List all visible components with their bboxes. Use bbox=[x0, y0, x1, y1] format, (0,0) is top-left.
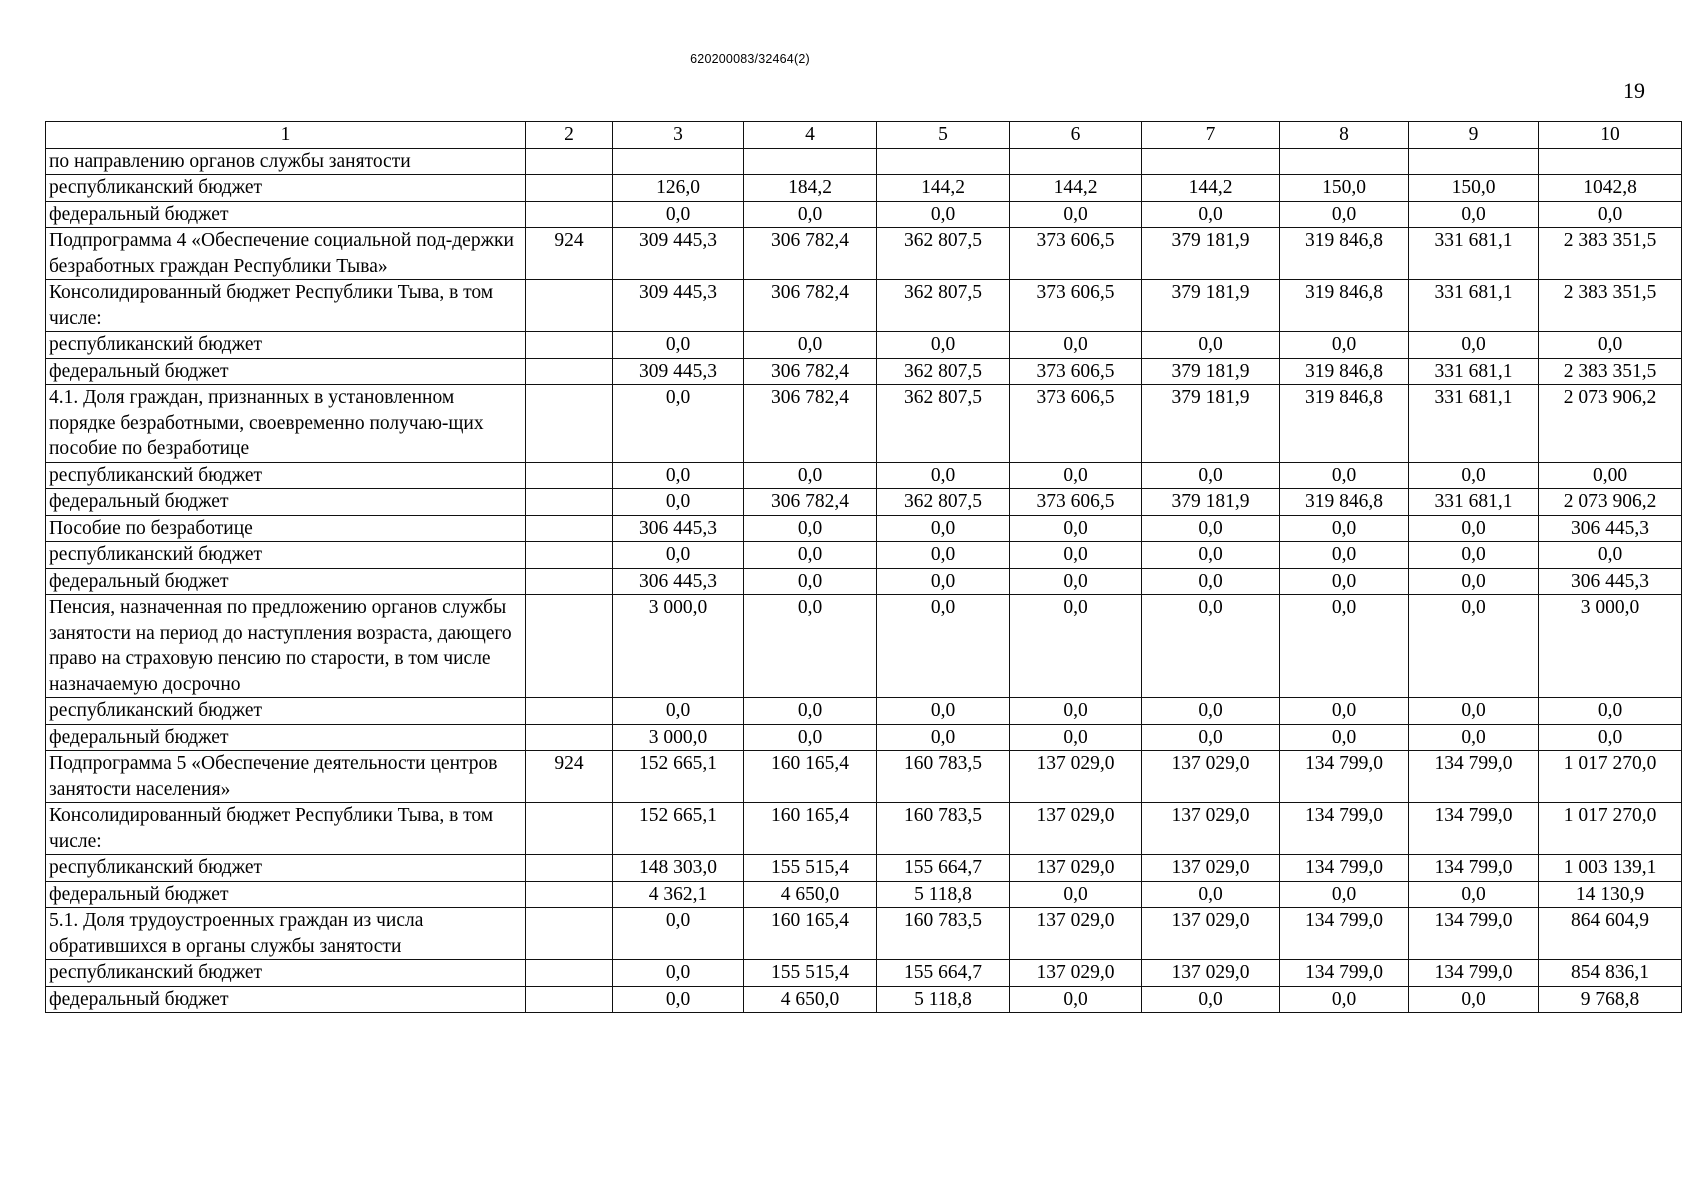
column-number-header: 2 bbox=[526, 122, 613, 149]
year-value-cell: 144,2 bbox=[1010, 175, 1142, 202]
row-label: республиканский бюджет bbox=[46, 462, 526, 489]
year-value-cell: 0,0 bbox=[1280, 724, 1409, 751]
total-value-cell: 1 017 270,0 bbox=[1539, 751, 1682, 803]
table-row bbox=[46, 332, 1682, 359]
column-number-header: 9 bbox=[1409, 122, 1539, 149]
year-value-cell: 0,0 bbox=[1010, 568, 1142, 595]
year-value-cell: 331 681,1 bbox=[1409, 280, 1539, 332]
year-value-cell: 0,0 bbox=[877, 542, 1010, 569]
year-value-cell: 0,0 bbox=[1409, 542, 1539, 569]
year-value-cell: 319 846,8 bbox=[1280, 385, 1409, 463]
year-value-cell: 0,0 bbox=[1280, 462, 1409, 489]
year-value-cell: 0,0 bbox=[744, 201, 877, 228]
year-value-cell: 373 606,5 bbox=[1010, 280, 1142, 332]
year-value-cell: 155 515,4 bbox=[744, 960, 877, 987]
column-number-header: 3 bbox=[613, 122, 744, 149]
year-value-cell: 137 029,0 bbox=[1010, 908, 1142, 960]
year-value-cell: 379 181,9 bbox=[1142, 280, 1280, 332]
year-value-cell: 144,2 bbox=[877, 175, 1010, 202]
year-value-cell: 137 029,0 bbox=[1010, 803, 1142, 855]
row-label: Пенсия, назначенная по предложению органов службы занятости на период до наступления возраста, дающего право на страховую пенсию по старости, в том числе назначаемую досрочно bbox=[46, 595, 526, 698]
year-value-cell: 0,0 bbox=[1409, 698, 1539, 725]
year-value-cell: 0,0 bbox=[1142, 595, 1280, 698]
year-value-cell: 362 807,5 bbox=[877, 228, 1010, 280]
year-value-cell: 0,0 bbox=[1409, 595, 1539, 698]
year-value-cell: 0,0 bbox=[1280, 542, 1409, 569]
year-value-cell: 0,0 bbox=[1409, 332, 1539, 359]
year-value-cell: 319 846,8 bbox=[1280, 489, 1409, 516]
year-value-cell: 0,0 bbox=[1010, 986, 1142, 1013]
row-code bbox=[526, 175, 613, 202]
table-body bbox=[46, 148, 1682, 1013]
total-value-cell: 2 073 906,2 bbox=[1539, 385, 1682, 463]
year-value-cell: 0,0 bbox=[744, 332, 877, 359]
year-value-cell: 0,0 bbox=[1010, 462, 1142, 489]
year-value-cell: 137 029,0 bbox=[1010, 855, 1142, 882]
table-row bbox=[46, 228, 1682, 280]
total-value-cell: 2 383 351,5 bbox=[1539, 358, 1682, 385]
table-row bbox=[46, 751, 1682, 803]
table-row bbox=[46, 855, 1682, 882]
table-row bbox=[46, 881, 1682, 908]
year-value-cell: 160 165,4 bbox=[744, 908, 877, 960]
year-value-cell: 0,0 bbox=[877, 462, 1010, 489]
year-value-cell: 0,0 bbox=[1409, 201, 1539, 228]
year-value-cell: 0,0 bbox=[1142, 881, 1280, 908]
year-value-cell: 0,0 bbox=[1142, 568, 1280, 595]
year-value-cell: 0,0 bbox=[1280, 986, 1409, 1013]
year-value-cell: 0,0 bbox=[613, 332, 744, 359]
year-value-cell: 306 782,4 bbox=[744, 228, 877, 280]
total-value-cell: 306 445,3 bbox=[1539, 515, 1682, 542]
total-value-cell: 0,0 bbox=[1539, 332, 1682, 359]
table-row bbox=[46, 568, 1682, 595]
year-value-cell: 134 799,0 bbox=[1409, 908, 1539, 960]
year-value-cell: 373 606,5 bbox=[1010, 489, 1142, 516]
table-row bbox=[46, 280, 1682, 332]
year-value-cell: 0,0 bbox=[1409, 515, 1539, 542]
column-number-header: 1 bbox=[46, 122, 526, 149]
row-code bbox=[526, 515, 613, 542]
row-label: республиканский бюджет bbox=[46, 175, 526, 202]
year-value-cell: 309 445,3 bbox=[613, 280, 744, 332]
table-row bbox=[46, 148, 1682, 175]
year-value-cell: 0,0 bbox=[1010, 332, 1142, 359]
row-label: федеральный бюджет bbox=[46, 358, 526, 385]
year-value-cell: 134 799,0 bbox=[1280, 803, 1409, 855]
year-value-cell: 319 846,8 bbox=[1280, 358, 1409, 385]
year-value-cell: 155 664,7 bbox=[877, 960, 1010, 987]
row-label: Консолидированный бюджет Республики Тыва, в том числе: bbox=[46, 803, 526, 855]
year-value-cell: 362 807,5 bbox=[877, 385, 1010, 463]
total-value-cell: 14 130,9 bbox=[1539, 881, 1682, 908]
total-value-cell: 2 383 351,5 bbox=[1539, 228, 1682, 280]
year-value-cell: 0,0 bbox=[613, 960, 744, 987]
year-value-cell: 134 799,0 bbox=[1280, 855, 1409, 882]
document-registration-code: 620200083/32464(2) bbox=[690, 52, 810, 66]
year-value-cell: 160 783,5 bbox=[877, 803, 1010, 855]
year-value-cell: 134 799,0 bbox=[1280, 908, 1409, 960]
year-value-cell: 0,0 bbox=[1010, 698, 1142, 725]
year-value-cell: 362 807,5 bbox=[877, 489, 1010, 516]
year-value-cell: 4 650,0 bbox=[744, 881, 877, 908]
year-value-cell: 331 681,1 bbox=[1409, 489, 1539, 516]
year-value-cell: 0,0 bbox=[1280, 568, 1409, 595]
row-code bbox=[526, 960, 613, 987]
year-value-cell: 0,0 bbox=[877, 332, 1010, 359]
row-code bbox=[526, 542, 613, 569]
year-value-cell: 0,0 bbox=[1280, 332, 1409, 359]
row-code bbox=[526, 803, 613, 855]
year-value-cell: 137 029,0 bbox=[1010, 960, 1142, 987]
year-value-cell: 373 606,5 bbox=[1010, 385, 1142, 463]
row-code: 924 bbox=[526, 228, 613, 280]
year-value-cell: 134 799,0 bbox=[1409, 803, 1539, 855]
year-value-cell: 306 782,4 bbox=[744, 385, 877, 463]
year-value-cell: 0,0 bbox=[613, 908, 744, 960]
table-row bbox=[46, 803, 1682, 855]
row-label: федеральный бюджет bbox=[46, 881, 526, 908]
year-value-cell: 4 362,1 bbox=[613, 881, 744, 908]
page-number: 19 bbox=[1623, 78, 1645, 103]
year-value-cell: 0,0 bbox=[744, 568, 877, 595]
row-label: республиканский бюджет bbox=[46, 698, 526, 725]
row-code bbox=[526, 201, 613, 228]
row-code bbox=[526, 148, 613, 175]
row-label: Подпрограмма 4 «Обеспечение социальной под-держки безработных граждан Республики Тыва» bbox=[46, 228, 526, 280]
row-code bbox=[526, 908, 613, 960]
year-value-cell: 3 000,0 bbox=[613, 595, 744, 698]
year-value-cell: 0,0 bbox=[1142, 698, 1280, 725]
row-code: 924 bbox=[526, 751, 613, 803]
year-value-cell: 137 029,0 bbox=[1142, 855, 1280, 882]
year-value-cell: 160 783,5 bbox=[877, 751, 1010, 803]
year-value-cell: 331 681,1 bbox=[1409, 228, 1539, 280]
row-code bbox=[526, 358, 613, 385]
year-value-cell: 0,0 bbox=[613, 986, 744, 1013]
row-label: 4.1. Доля граждан, признанных в установленном порядке безработными, своевременно получаю-щих пособие по безработице bbox=[46, 385, 526, 463]
year-value-cell: 0,0 bbox=[877, 515, 1010, 542]
year-value-cell: 4 650,0 bbox=[744, 986, 877, 1013]
year-value-cell: 0,0 bbox=[1142, 515, 1280, 542]
year-value-cell: 137 029,0 bbox=[1142, 908, 1280, 960]
row-label: республиканский бюджет bbox=[46, 960, 526, 987]
year-value-cell: 0,0 bbox=[1409, 724, 1539, 751]
row-label: федеральный бюджет bbox=[46, 724, 526, 751]
row-label: федеральный бюджет bbox=[46, 201, 526, 228]
year-value-cell: 126,0 bbox=[613, 175, 744, 202]
year-value-cell: 144,2 bbox=[1142, 175, 1280, 202]
row-label: федеральный бюджет bbox=[46, 568, 526, 595]
table-row bbox=[46, 986, 1682, 1013]
year-value-cell: 379 181,9 bbox=[1142, 228, 1280, 280]
table-row bbox=[46, 462, 1682, 489]
year-value-cell: 0,0 bbox=[613, 385, 744, 463]
year-value-cell: 362 807,5 bbox=[877, 358, 1010, 385]
year-value-cell: 5 118,8 bbox=[877, 881, 1010, 908]
year-value-cell: 148 303,0 bbox=[613, 855, 744, 882]
year-value-cell: 331 681,1 bbox=[1409, 385, 1539, 463]
total-value-cell: 2 383 351,5 bbox=[1539, 280, 1682, 332]
total-value-cell: 0,00 bbox=[1539, 462, 1682, 489]
table-row bbox=[46, 908, 1682, 960]
year-value-cell: 134 799,0 bbox=[1409, 855, 1539, 882]
year-value-cell: 0,0 bbox=[1280, 698, 1409, 725]
year-value-cell: 155 515,4 bbox=[744, 855, 877, 882]
year-value-cell: 0,0 bbox=[744, 515, 877, 542]
row-code bbox=[526, 881, 613, 908]
year-value-cell: 184,2 bbox=[744, 175, 877, 202]
year-value-cell: 306 782,4 bbox=[744, 489, 877, 516]
year-value-cell: 306 445,3 bbox=[613, 568, 744, 595]
year-value-cell: 0,0 bbox=[877, 698, 1010, 725]
row-code bbox=[526, 595, 613, 698]
year-value-cell: 160 783,5 bbox=[877, 908, 1010, 960]
year-value-cell: 134 799,0 bbox=[1409, 960, 1539, 987]
total-value-cell: 0,0 bbox=[1539, 698, 1682, 725]
row-code bbox=[526, 489, 613, 516]
year-value-cell: 160 165,4 bbox=[744, 803, 877, 855]
year-value-cell: 306 445,3 bbox=[613, 515, 744, 542]
row-code bbox=[526, 385, 613, 463]
year-value-cell: 0,0 bbox=[1142, 986, 1280, 1013]
row-code bbox=[526, 986, 613, 1013]
row-code bbox=[526, 698, 613, 725]
total-value-cell: 2 073 906,2 bbox=[1539, 489, 1682, 516]
table-row bbox=[46, 595, 1682, 698]
year-value-cell: 160 165,4 bbox=[744, 751, 877, 803]
row-code bbox=[526, 568, 613, 595]
year-value-cell: 306 782,4 bbox=[744, 280, 877, 332]
year-value-cell: 137 029,0 bbox=[1010, 751, 1142, 803]
year-value-cell: 0,0 bbox=[613, 201, 744, 228]
year-value-cell: 0,0 bbox=[1409, 986, 1539, 1013]
year-value-cell: 0,0 bbox=[1010, 515, 1142, 542]
row-label: республиканский бюджет bbox=[46, 855, 526, 882]
year-value-cell: 137 029,0 bbox=[1142, 751, 1280, 803]
year-value-cell: 0,0 bbox=[613, 542, 744, 569]
year-value-cell: 379 181,9 bbox=[1142, 358, 1280, 385]
budget-table bbox=[45, 121, 1682, 1013]
row-label: Пособие по безработице bbox=[46, 515, 526, 542]
column-number-header: 6 bbox=[1010, 122, 1142, 149]
row-code bbox=[526, 855, 613, 882]
year-value-cell: 0,0 bbox=[1409, 881, 1539, 908]
year-value-cell bbox=[1280, 148, 1409, 175]
year-value-cell: 0,0 bbox=[1142, 462, 1280, 489]
total-value-cell: 1 017 270,0 bbox=[1539, 803, 1682, 855]
row-label: республиканский бюджет bbox=[46, 542, 526, 569]
year-value-cell: 134 799,0 bbox=[1409, 751, 1539, 803]
total-value-cell: 1 003 139,1 bbox=[1539, 855, 1682, 882]
year-value-cell: 0,0 bbox=[1010, 881, 1142, 908]
year-value-cell: 319 846,8 bbox=[1280, 280, 1409, 332]
row-label: 5.1. Доля трудоустроенных граждан из числа обратившихся в органы службы занятости bbox=[46, 908, 526, 960]
row-label: по направлению органов службы занятости bbox=[46, 148, 526, 175]
row-label: Консолидированный бюджет Республики Тыва, в том числе: bbox=[46, 280, 526, 332]
table-row bbox=[46, 724, 1682, 751]
table-row bbox=[46, 489, 1682, 516]
year-value-cell bbox=[877, 148, 1010, 175]
column-number-header-row bbox=[46, 122, 1682, 149]
total-value-cell: 9 768,8 bbox=[1539, 986, 1682, 1013]
year-value-cell: 0,0 bbox=[877, 201, 1010, 228]
year-value-cell: 0,0 bbox=[1010, 724, 1142, 751]
year-value-cell: 0,0 bbox=[1010, 595, 1142, 698]
table-row bbox=[46, 515, 1682, 542]
table-row bbox=[46, 385, 1682, 463]
year-value-cell: 0,0 bbox=[1142, 542, 1280, 569]
total-value-cell: 0,0 bbox=[1539, 201, 1682, 228]
table-row bbox=[46, 960, 1682, 987]
table-row bbox=[46, 201, 1682, 228]
year-value-cell: 0,0 bbox=[1280, 595, 1409, 698]
column-number-header: 7 bbox=[1142, 122, 1280, 149]
year-value-cell bbox=[613, 148, 744, 175]
column-number-header: 10 bbox=[1539, 122, 1682, 149]
table-row bbox=[46, 358, 1682, 385]
year-value-cell: 373 606,5 bbox=[1010, 228, 1142, 280]
year-value-cell: 379 181,9 bbox=[1142, 385, 1280, 463]
year-value-cell: 309 445,3 bbox=[613, 228, 744, 280]
year-value-cell bbox=[1142, 148, 1280, 175]
column-number-header: 8 bbox=[1280, 122, 1409, 149]
year-value-cell: 0,0 bbox=[613, 462, 744, 489]
total-value-cell: 0,0 bbox=[1539, 542, 1682, 569]
row-code bbox=[526, 462, 613, 489]
year-value-cell: 0,0 bbox=[613, 489, 744, 516]
year-value-cell: 0,0 bbox=[1010, 201, 1142, 228]
year-value-cell: 0,0 bbox=[1142, 724, 1280, 751]
total-value-cell: 3 000,0 bbox=[1539, 595, 1682, 698]
year-value-cell: 0,0 bbox=[1142, 332, 1280, 359]
year-value-cell bbox=[1409, 148, 1539, 175]
year-value-cell: 152 665,1 bbox=[613, 803, 744, 855]
column-number-header: 4 bbox=[744, 122, 877, 149]
year-value-cell: 3 000,0 bbox=[613, 724, 744, 751]
row-label: федеральный бюджет bbox=[46, 986, 526, 1013]
row-code bbox=[526, 724, 613, 751]
year-value-cell: 0,0 bbox=[744, 698, 877, 725]
total-value-cell: 1042,8 bbox=[1539, 175, 1682, 202]
year-value-cell: 137 029,0 bbox=[1142, 960, 1280, 987]
year-value-cell: 0,0 bbox=[1280, 515, 1409, 542]
year-value-cell: 0,0 bbox=[877, 595, 1010, 698]
total-value-cell: 854 836,1 bbox=[1539, 960, 1682, 987]
year-value-cell: 0,0 bbox=[1280, 201, 1409, 228]
row-code bbox=[526, 332, 613, 359]
table-row bbox=[46, 175, 1682, 202]
year-value-cell: 309 445,3 bbox=[613, 358, 744, 385]
year-value-cell: 373 606,5 bbox=[1010, 358, 1142, 385]
year-value-cell: 150,0 bbox=[1280, 175, 1409, 202]
year-value-cell bbox=[744, 148, 877, 175]
year-value-cell: 0,0 bbox=[744, 462, 877, 489]
year-value-cell: 362 807,5 bbox=[877, 280, 1010, 332]
year-value-cell: 0,0 bbox=[1142, 201, 1280, 228]
year-value-cell: 134 799,0 bbox=[1280, 751, 1409, 803]
total-value-cell: 864 604,9 bbox=[1539, 908, 1682, 960]
year-value-cell: 0,0 bbox=[744, 724, 877, 751]
year-value-cell: 137 029,0 bbox=[1142, 803, 1280, 855]
year-value-cell: 0,0 bbox=[1280, 881, 1409, 908]
year-value-cell: 0,0 bbox=[1409, 462, 1539, 489]
year-value-cell: 331 681,1 bbox=[1409, 358, 1539, 385]
year-value-cell: 0,0 bbox=[877, 568, 1010, 595]
year-value-cell: 0,0 bbox=[744, 542, 877, 569]
year-value-cell: 0,0 bbox=[877, 724, 1010, 751]
row-label: федеральный бюджет bbox=[46, 489, 526, 516]
total-value-cell: 0,0 bbox=[1539, 724, 1682, 751]
year-value-cell: 379 181,9 bbox=[1142, 489, 1280, 516]
year-value-cell: 0,0 bbox=[613, 698, 744, 725]
table-row bbox=[46, 698, 1682, 725]
total-value-cell: 306 445,3 bbox=[1539, 568, 1682, 595]
year-value-cell: 152 665,1 bbox=[613, 751, 744, 803]
year-value-cell: 0,0 bbox=[1409, 568, 1539, 595]
year-value-cell: 134 799,0 bbox=[1280, 960, 1409, 987]
table-row bbox=[46, 542, 1682, 569]
row-code bbox=[526, 280, 613, 332]
year-value-cell: 155 664,7 bbox=[877, 855, 1010, 882]
row-label: Подпрограмма 5 «Обеспечение деятельности центров занятости населения» bbox=[46, 751, 526, 803]
row-label: республиканский бюджет bbox=[46, 332, 526, 359]
total-value-cell bbox=[1539, 148, 1682, 175]
column-number-header: 5 bbox=[877, 122, 1010, 149]
year-value-cell: 0,0 bbox=[744, 595, 877, 698]
year-value-cell: 306 782,4 bbox=[744, 358, 877, 385]
year-value-cell: 0,0 bbox=[1010, 542, 1142, 569]
year-value-cell: 319 846,8 bbox=[1280, 228, 1409, 280]
year-value-cell bbox=[1010, 148, 1142, 175]
year-value-cell: 5 118,8 bbox=[877, 986, 1010, 1013]
year-value-cell: 150,0 bbox=[1409, 175, 1539, 202]
